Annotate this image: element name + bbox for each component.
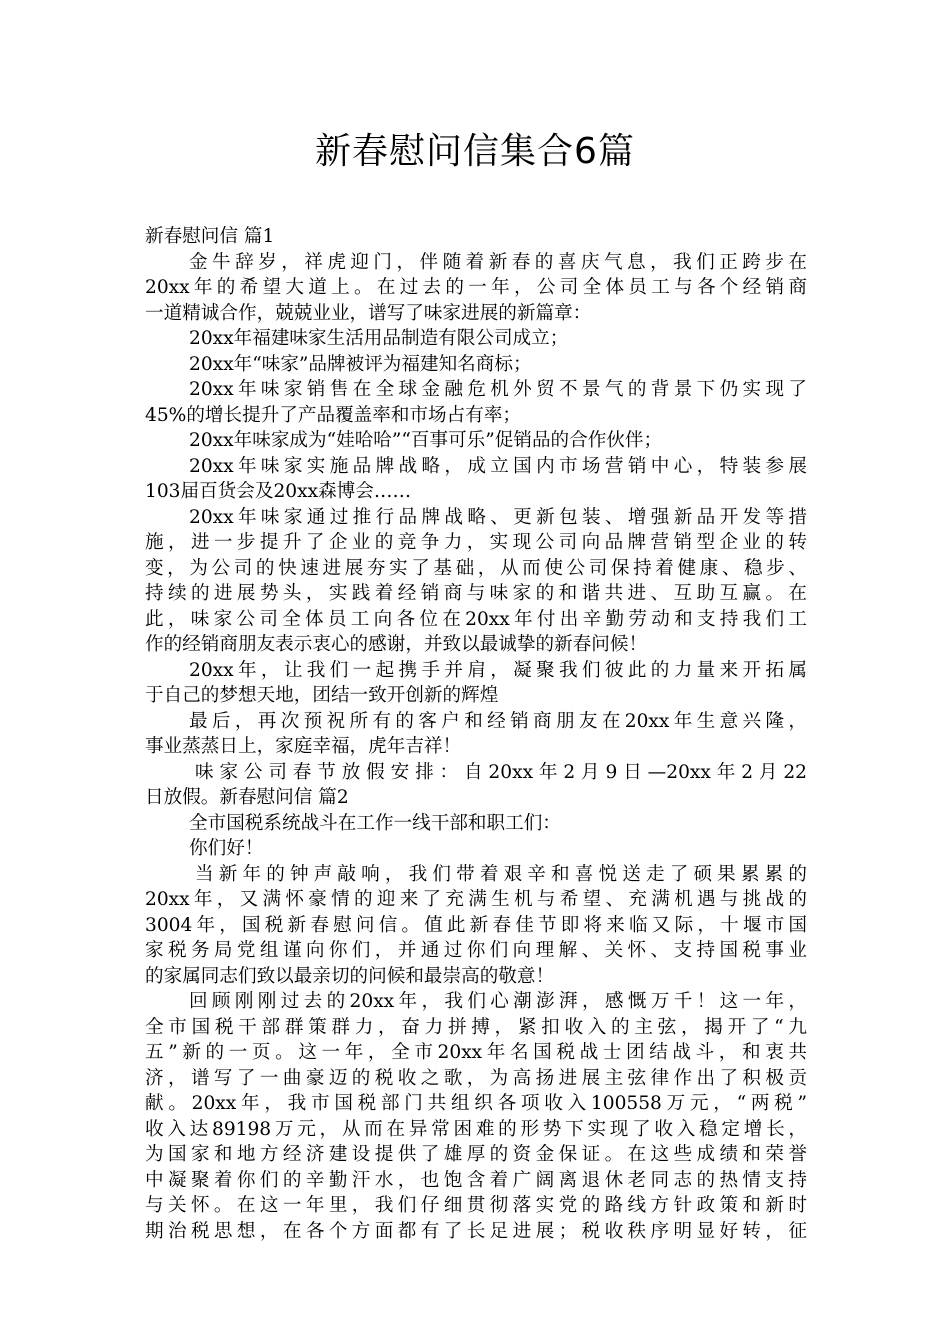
section-heading: 新春慰问信 篇1: [145, 226, 275, 247]
paragraph-line: 20xx年味家成为“娃哈哈”“百事可乐”促销品的合作伙伴；: [189, 430, 663, 451]
paragraph-line: 中凝聚着你们的辛勤汗水，也饱含着广阔离退休老同志的热情支持: [145, 1169, 807, 1191]
paragraph-line: 回顾刚刚过去的20xx年，我们心潮澎湃，感慨万千！这一年，: [189, 991, 807, 1012]
paragraph-line: 全市国税系统战斗在工作一线干部和职工们：: [189, 812, 561, 834]
paragraph-line: 20xx年味家通过推行品牌战略、更新包装、增强新品开发等措: [189, 506, 807, 528]
paragraph-line: 金牛辞岁，祥虎迎门，伴随着新春的喜庆气息，我们正跨步在: [189, 251, 807, 273]
paragraph-line: 变，为公司的快速进展夯实了基础，从而使公司保持着健康、稳步、: [145, 557, 807, 579]
paragraph-line: 全市国税干部群策群力，奋力拼搏，紧扣收入的主弦，揭开了“九: [145, 1016, 807, 1038]
paragraph-line: 济，谱写了一曲豪迈的税收之歌，为高扬进展主弦律作出了积极贡: [145, 1067, 807, 1089]
paragraph-line: 3004年，国税新春慰问信。值此新春佳节即将来临又际，十堰市国: [145, 914, 807, 936]
paragraph-line: 日放假。新春慰问信 篇2: [145, 787, 349, 808]
paragraph-line: 事业蒸蒸日上，家庭幸福，虎年吉祥！: [145, 736, 462, 757]
paragraph-line: 20xx年味家实施品牌战略，成立国内市场营销中心，特装参展: [189, 455, 807, 477]
paragraph-line: 与关怀。在这一年里，我们仔细贯彻落实党的路线方针政策和新时: [145, 1195, 807, 1216]
paragraph-line: 味家公司春节放假安排：自20xx年2月9日—20xx年2月22: [195, 761, 807, 783]
paragraph-line: 五”新的一页。这一年，全市20xx年名国税战士团结战斗，和衷共: [145, 1042, 807, 1063]
paragraph-line: 的家属同志们致以最亲切的问候和最崇高的敬意！: [145, 965, 555, 987]
paragraph-line: 103届百货会及20xx森博会……: [145, 481, 412, 502]
paragraph-line: 献。20xx年，我市国税部门共组织各项收入100558万元，“两税”: [145, 1093, 807, 1114]
paragraph-line: 于自己的梦想天地，团结一致开创新的辉煌: [145, 685, 499, 706]
paragraph-line: 家税务局党组谨向你们，并通过你们向理解、关怀、支持国税事业: [145, 940, 807, 961]
document-body: [145, 224, 807, 1244]
paragraph-line: 一道精诚合作，兢兢业业，谱写了味家进展的新篇章：: [145, 302, 592, 324]
paragraph-line: 20xx年福建味家生活用品制造有限公司成立；: [189, 328, 569, 349]
paragraph-line: 20xx年“味家”品牌被评为福建知名商标；: [189, 353, 532, 375]
paragraph-line: 为国家和地方经济建设提供了雄厚的资金保证。在这些成绩和荣誉: [145, 1144, 807, 1165]
paragraph-line: 施，进一步提升了企业的竞争力，实现公司向品牌营销型企业的转: [145, 532, 807, 553]
paragraph-line: 持续的进展势头，实践着经销商与味家的和谐共进、互助互赢。在: [145, 583, 807, 604]
paragraph-line: 作的经销商朋友表示衷心的感谢，并致以最诚挚的新春问候！: [145, 634, 648, 655]
paragraph-line: 此，味家公司全体员工向各位在20xx年付出辛勤劳动和支持我们工: [145, 608, 807, 630]
paragraph-line: 期治税思想，在各个方面都有了长足进展；税收秩序明显好转，征: [145, 1220, 807, 1242]
paragraph-line: 最后，再次预祝所有的客户和经销商朋友在20xx年生意兴隆，: [189, 710, 807, 732]
paragraph-line: 当新年的钟声敲响，我们带着艰辛和喜悦送走了硕果累累的: [195, 863, 807, 885]
paragraph-line: 20xx年，让我们一起携手并肩，凝聚我们彼此的力量来开拓属: [189, 659, 807, 681]
paragraph-line: 20xx年，又满怀豪情的迎来了充满生机与希望、充满机遇与挑战的: [145, 889, 807, 910]
paragraph-line: 收入达89198万元，从而在异常困难的形势下实现了收入稳定增长，: [145, 1118, 807, 1140]
document-title: 新春慰问信集合6篇: [315, 131, 635, 172]
paragraph-line: 你们好！: [189, 838, 264, 859]
paragraph-line: 20xx年味家销售在全球金融危机外贸不景气的背景下仍实现了: [189, 379, 807, 400]
paragraph-line: 20xx年的希望大道上。在过去的一年，公司全体员工与各个经销商: [145, 277, 807, 298]
paragraph-line: 45%的增长提升了产品覆盖率和市场占有率；: [145, 404, 522, 426]
